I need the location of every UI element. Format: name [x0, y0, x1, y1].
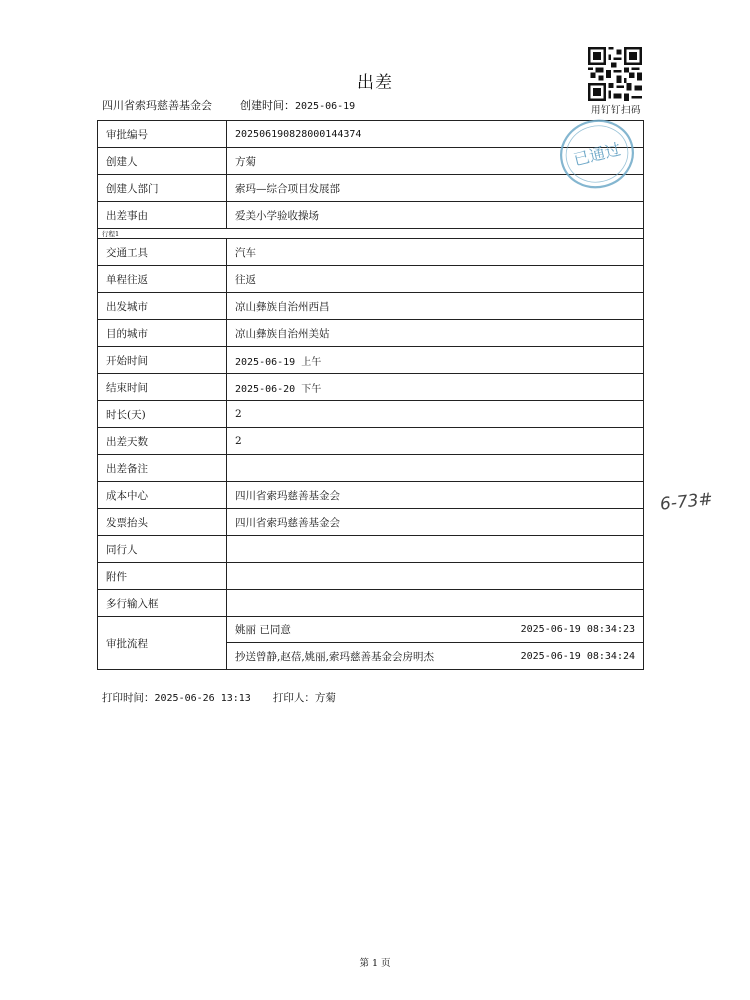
- document-title: 出差: [357, 73, 393, 93]
- field-value: 索玛—综合项目发展部: [227, 175, 644, 202]
- field-value: 凉山彝族自治州西昌: [227, 293, 644, 320]
- trip-row: [98, 239, 644, 266]
- approval-step-time: 2025-06-19 08:34:23: [520, 624, 635, 635]
- print-time-label: 打印时间：: [102, 692, 155, 704]
- section-row: [98, 229, 644, 239]
- trip-row: [98, 401, 644, 428]
- field-value: 爱美小学验收操场: [227, 202, 644, 229]
- field-value: 汽车: [227, 239, 644, 266]
- approval-row: [98, 617, 644, 670]
- field-label: 出差事由: [98, 202, 227, 229]
- field-value: [227, 536, 644, 563]
- organization-name: 四川省索玛慈善基金会: [102, 99, 212, 112]
- field-label: 开始时间: [98, 347, 227, 374]
- field-label: 交通工具: [98, 239, 227, 266]
- field-value: 四川省索玛慈善基金会: [227, 509, 644, 536]
- approval-step: [227, 642, 643, 669]
- printer-name: 方菊: [314, 692, 336, 704]
- qr-caption: 用钉钉扫码: [590, 105, 641, 116]
- created-date: 2025-06-19: [295, 101, 356, 112]
- trip-row: [98, 266, 644, 293]
- field-label: 审批编号: [98, 121, 227, 148]
- page-number: 第 1 页: [359, 958, 391, 969]
- approval-step-time: 2025-06-19 08:34:24: [520, 650, 635, 662]
- summary-row: [98, 455, 644, 482]
- field-value: 方菊: [227, 148, 644, 175]
- qr-code-block: [588, 47, 644, 116]
- field-value: 2025-06-19 上午: [227, 347, 644, 374]
- summary-row: [98, 590, 644, 617]
- field-label: 目的城市: [98, 320, 227, 347]
- print-info: [102, 690, 336, 705]
- field-value: 凉山彝族自治州美姑: [227, 320, 644, 347]
- field-value: [227, 590, 644, 617]
- printer-label: 打印人：: [272, 692, 315, 704]
- summary-row: [98, 536, 644, 563]
- field-value: 2: [227, 401, 644, 428]
- trip-row: [98, 347, 644, 374]
- field-value: [227, 563, 644, 590]
- summary-row: [98, 428, 644, 455]
- field-value: 四川省索玛慈善基金会: [227, 482, 644, 509]
- summary-row: [98, 482, 644, 509]
- stamp-text: 已通过: [571, 139, 623, 170]
- trip-row: [98, 374, 644, 401]
- field-label: 发票抬头: [98, 509, 227, 536]
- form-row: [98, 175, 644, 202]
- section-label: 行程1: [98, 229, 644, 239]
- trip-row: [98, 293, 644, 320]
- field-label: 结束时间: [98, 374, 227, 401]
- form-table: [97, 120, 644, 670]
- field-value: [227, 455, 644, 482]
- field-value: 202506190828000144374: [227, 121, 644, 148]
- field-label: 单程往返: [98, 266, 227, 293]
- field-label: 出差天数: [98, 428, 227, 455]
- summary-row: [98, 563, 644, 590]
- field-value: 2: [227, 428, 644, 455]
- field-value: 2025-06-20 下午: [227, 374, 644, 401]
- approval-steps: [227, 617, 644, 670]
- field-label: 出发城市: [98, 293, 227, 320]
- approval-step-text: 抄送曾静,赵蓓,姚丽,索玛慈善基金会房明杰: [235, 650, 435, 663]
- field-label: 多行输入框: [98, 590, 227, 617]
- field-label: 附件: [98, 563, 227, 590]
- approval-step-text: 姚丽 已同意: [235, 624, 291, 636]
- header-info: [102, 97, 355, 113]
- print-time: 2025-06-26 13:13: [154, 693, 251, 704]
- field-label: 创建人部门: [98, 175, 227, 202]
- field-label: 成本中心: [98, 482, 227, 509]
- trip-row: [98, 320, 644, 347]
- field-label: 出差备注: [98, 455, 227, 482]
- handwritten-note: 6-73#: [659, 489, 714, 515]
- field-value: 往返: [227, 266, 644, 293]
- form-row: [98, 202, 644, 229]
- field-label: 同行人: [98, 536, 227, 563]
- qr-code-icon: [588, 47, 642, 101]
- field-label: 创建人: [98, 148, 227, 175]
- approval-step: [227, 617, 643, 642]
- approval-label: 审批流程: [98, 617, 227, 670]
- summary-row: [98, 509, 644, 536]
- created-label: 创建时间：: [240, 99, 295, 112]
- field-label: 时长(天): [98, 401, 227, 428]
